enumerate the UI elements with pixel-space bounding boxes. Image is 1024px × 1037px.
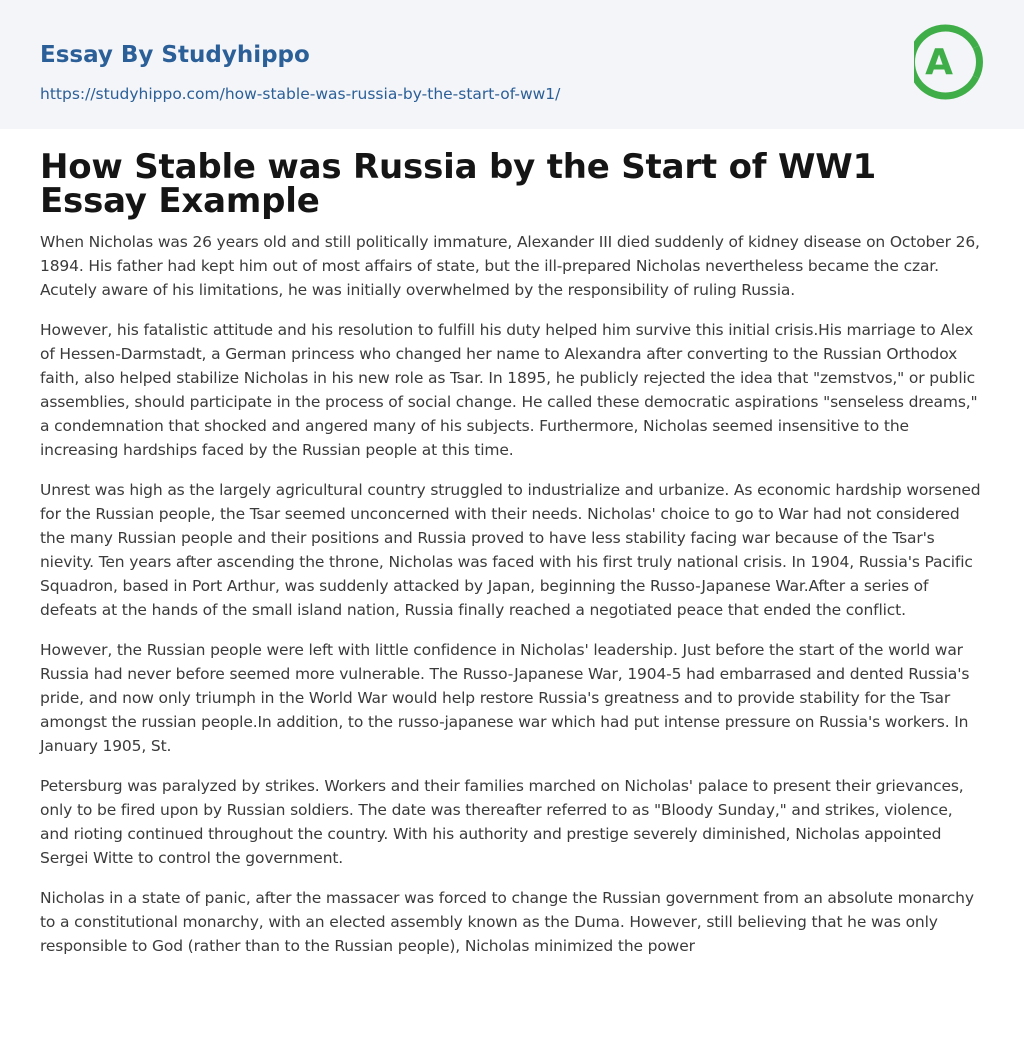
article-paragraph-6: Nicholas in a state of panic, after the massacer was forced to change the Russian government from an absolute monarchy to a constitutional monarchy, with an elected assembly known as the Duma. However, still believing that he was only responsible to God (rather than to the Russian people), Nicholas minimized the power bbox=[40, 889, 974, 955]
article-paragraph-4: However, the Russian people were left with little confidence in Nicholas' leadership. Just before the start of the world war Russia had never before seemed more vulnerable. The Russo-Japanese War, 1904-5 had embarrased and dented Russia's pride, and now only triumph in the World War would help restore Russia's greatness and to provide stability for the Tsar amongst the russian people.In addition, to the russo-japanese war which had put intense pressure on Russia's workers. In January 1905, St. bbox=[40, 641, 970, 755]
article-title: How Stable was Russia by the Start of WW1 Essay Example bbox=[40, 147, 877, 221]
studyhippo-logo-icon[interactable] bbox=[914, 19, 986, 105]
article-paragraph-3: Unrest was high as the largely agricultural country struggled to industrialize and urbanize. As economic hardship worsened for the Russian people, the Tsar seemed unconcerned with their needs. Nicholas' choice to go to War had not considered the many Russian people and their positions and Russia proved to have less stability facing war because of the Tsar's nievity. Ten years after ascending the throne, Nicholas was faced with his first truly national crisis. In 1904, Russia's Pacific Squadron, based in Port Arthur, was suddenly attacked by Japan, beginning the Russo-Japanese War.After a series of defeats at the hands of the small island nation, Russia finally reached a negotiated peace that ended the conflict. bbox=[40, 481, 981, 619]
article-paragraph-2: However, his fatalistic attitude and his resolution to fulfill his duty helped him survive this initial crisis.His marriage to Alex of Hessen-Darmstadt, a German princess who changed her name to Alexandra after converting to the Russian Orthodox faith, also helped stabilize Nicholas in his new role as Tsar. In 1895, he publicly rejected the idea that "zemstvos," or public assemblies, should participate in the process of social change. He called these democratic aspirations "senseless dreams," a condemnation that shocked and angered many of his subjects. Furthermore, Nicholas seemed insensitive to the increasing hardships faced by the Russian people at this time. bbox=[40, 321, 978, 459]
logo-letter: A bbox=[925, 42, 953, 83]
article-paragraph-1: When Nicholas was 26 years old and still politically immature, Alexander III died suddenly of kidney disease on October 26, 1894. His father had kept him out of most affairs of state, but the ill-prepared Nicholas nevertheless became the czar. Acutely aware of his limitations, he was initially overwhelmed by the responsibility of ruling Russia. bbox=[40, 233, 980, 299]
site-brand[interactable]: Essay By Studyhippo bbox=[40, 42, 310, 68]
page-url-link[interactable]: https://studyhippo.com/how-stable-was-russia-by-the-start-of-ww1/ bbox=[40, 85, 561, 103]
article-paragraph-5: Petersburg was paralyzed by strikes. Workers and their families marched on Nicholas' palace to present their grievances, only to be fired upon by Russian soldiers. The date was thereafter referred to as "Bloody Sunday," and strikes, violence, and rioting continued throughout the country. With his authority and prestige severely diminished, Nicholas appointed Sergei Witte to control the government. bbox=[40, 777, 964, 867]
site-header bbox=[0, 0, 1024, 129]
article bbox=[0, 129, 1024, 958]
